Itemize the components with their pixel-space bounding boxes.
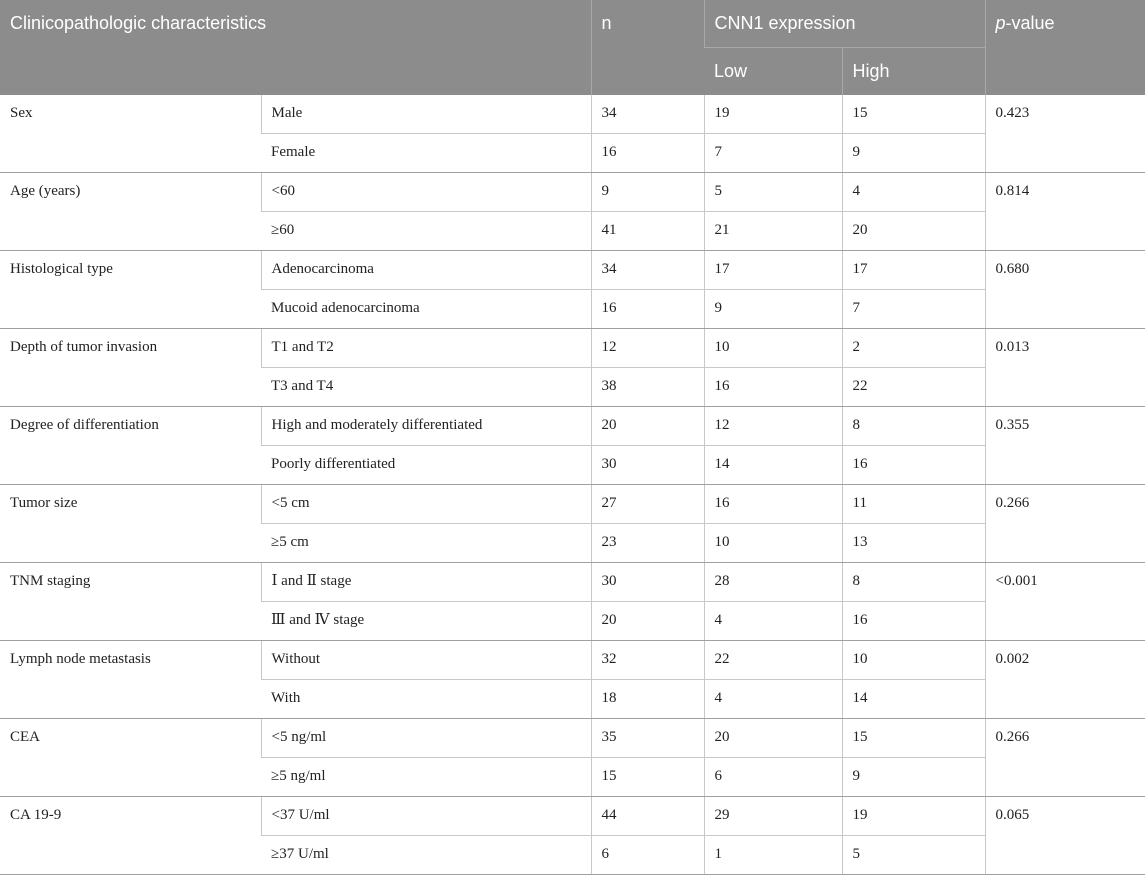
count-high: 8: [842, 407, 985, 446]
count-n: 34: [591, 95, 704, 134]
count-low: 20: [704, 719, 842, 758]
count-low: 4: [704, 680, 842, 719]
p-value: 0.013: [985, 329, 1145, 407]
count-n: 20: [591, 602, 704, 641]
subgroup-label: T1 and T2: [261, 329, 591, 368]
count-low: 10: [704, 524, 842, 563]
header-characteristics: Clinicopathologic characteristics: [0, 0, 591, 95]
count-low: 14: [704, 446, 842, 485]
subgroup-label: Female: [261, 134, 591, 173]
count-n: 44: [591, 797, 704, 836]
characteristic-label: TNM staging: [0, 563, 261, 641]
count-n: 38: [591, 368, 704, 407]
table-row: [0, 251, 1145, 290]
count-low: 29: [704, 797, 842, 836]
count-low: 19: [704, 95, 842, 134]
count-high: 19: [842, 797, 985, 836]
subgroup-label: T3 and T4: [261, 368, 591, 407]
characteristic-label: Sex: [0, 95, 261, 173]
subgroup-label: <37 U/ml: [261, 797, 591, 836]
p-value: 0.423: [985, 95, 1145, 173]
header-p-italic: p: [995, 13, 1006, 33]
table-body: [0, 95, 1145, 875]
subgroup-label: With: [261, 680, 591, 719]
subgroup-label: ≥37 U/ml: [261, 836, 591, 875]
subgroup-label: Ⅲ and Ⅳ stage: [261, 602, 591, 641]
subgroup-label: Mucoid adenocarcinoma: [261, 290, 591, 329]
count-n: 30: [591, 446, 704, 485]
subgroup-label: <60: [261, 173, 591, 212]
p-value: 0.355: [985, 407, 1145, 485]
count-n: 41: [591, 212, 704, 251]
subgroup-label: ≥5 cm: [261, 524, 591, 563]
subgroup-label: Ⅰ and Ⅱ stage: [261, 563, 591, 602]
count-high: 14: [842, 680, 985, 719]
subgroup-label: Without: [261, 641, 591, 680]
count-n: 20: [591, 407, 704, 446]
subgroup-label: Poorly differentiated: [261, 446, 591, 485]
subgroup-label: <5 cm: [261, 485, 591, 524]
count-low: 28: [704, 563, 842, 602]
characteristic-label: Age (years): [0, 173, 261, 251]
count-high: 22: [842, 368, 985, 407]
p-value: 0.814: [985, 173, 1145, 251]
subgroup-label: ≥5 ng/ml: [261, 758, 591, 797]
count-low: 22: [704, 641, 842, 680]
count-n: 6: [591, 836, 704, 875]
count-high: 17: [842, 251, 985, 290]
table-header: [0, 0, 1145, 95]
p-value: 0.680: [985, 251, 1145, 329]
count-high: 16: [842, 602, 985, 641]
table-row: [0, 641, 1145, 680]
subgroup-label: Male: [261, 95, 591, 134]
count-high: 15: [842, 719, 985, 758]
count-low: 4: [704, 602, 842, 641]
count-low: 6: [704, 758, 842, 797]
count-low: 16: [704, 485, 842, 524]
count-high: 4: [842, 173, 985, 212]
count-n: 34: [591, 251, 704, 290]
count-high: 9: [842, 134, 985, 173]
count-high: 16: [842, 446, 985, 485]
subgroup-label: High and moderately differentiated: [261, 407, 591, 446]
table-row: [0, 485, 1145, 524]
count-n: 16: [591, 290, 704, 329]
count-n: 27: [591, 485, 704, 524]
characteristic-label: Histological type: [0, 251, 261, 329]
count-n: 9: [591, 173, 704, 212]
p-value: <0.001: [985, 563, 1145, 641]
table-row: [0, 407, 1145, 446]
characteristic-label: CA 19-9: [0, 797, 261, 875]
count-n: 35: [591, 719, 704, 758]
count-low: 16: [704, 368, 842, 407]
table-row: [0, 797, 1145, 836]
count-high: 11: [842, 485, 985, 524]
header-cnn1-expression: CNN1 expression: [704, 0, 985, 48]
count-n: 15: [591, 758, 704, 797]
count-low: 5: [704, 173, 842, 212]
header-n: n: [591, 0, 704, 95]
header-high: High: [842, 48, 985, 96]
table-row: [0, 173, 1145, 212]
p-value: 0.266: [985, 719, 1145, 797]
count-low: 7: [704, 134, 842, 173]
count-low: 9: [704, 290, 842, 329]
count-n: 18: [591, 680, 704, 719]
header-low: Low: [704, 48, 842, 96]
count-low: 21: [704, 212, 842, 251]
count-high: 5: [842, 836, 985, 875]
count-high: 2: [842, 329, 985, 368]
count-high: 9: [842, 758, 985, 797]
table-row: [0, 329, 1145, 368]
p-value: 0.065: [985, 797, 1145, 875]
count-high: 7: [842, 290, 985, 329]
count-low: 17: [704, 251, 842, 290]
count-high: 8: [842, 563, 985, 602]
subgroup-label: ≥60: [261, 212, 591, 251]
header-p-value: [985, 0, 1145, 95]
count-low: 10: [704, 329, 842, 368]
count-high: 20: [842, 212, 985, 251]
table-row: [0, 563, 1145, 602]
count-high: 10: [842, 641, 985, 680]
count-n: 12: [591, 329, 704, 368]
characteristic-label: Lymph node metastasis: [0, 641, 261, 719]
characteristic-label: Degree of differentiation: [0, 407, 261, 485]
count-n: 23: [591, 524, 704, 563]
characteristic-label: CEA: [0, 719, 261, 797]
p-value: 0.266: [985, 485, 1145, 563]
count-n: 30: [591, 563, 704, 602]
table-row: [0, 95, 1145, 134]
p-value: 0.002: [985, 641, 1145, 719]
characteristic-label: Tumor size: [0, 485, 261, 563]
header-p-suffix: -value: [1005, 13, 1055, 33]
subgroup-label: Adenocarcinoma: [261, 251, 591, 290]
count-high: 13: [842, 524, 985, 563]
table-row: [0, 719, 1145, 758]
count-n: 32: [591, 641, 704, 680]
count-low: 12: [704, 407, 842, 446]
count-n: 16: [591, 134, 704, 173]
subgroup-label: <5 ng/ml: [261, 719, 591, 758]
characteristic-label: Depth of tumor invasion: [0, 329, 261, 407]
count-high: 15: [842, 95, 985, 134]
count-low: 1: [704, 836, 842, 875]
